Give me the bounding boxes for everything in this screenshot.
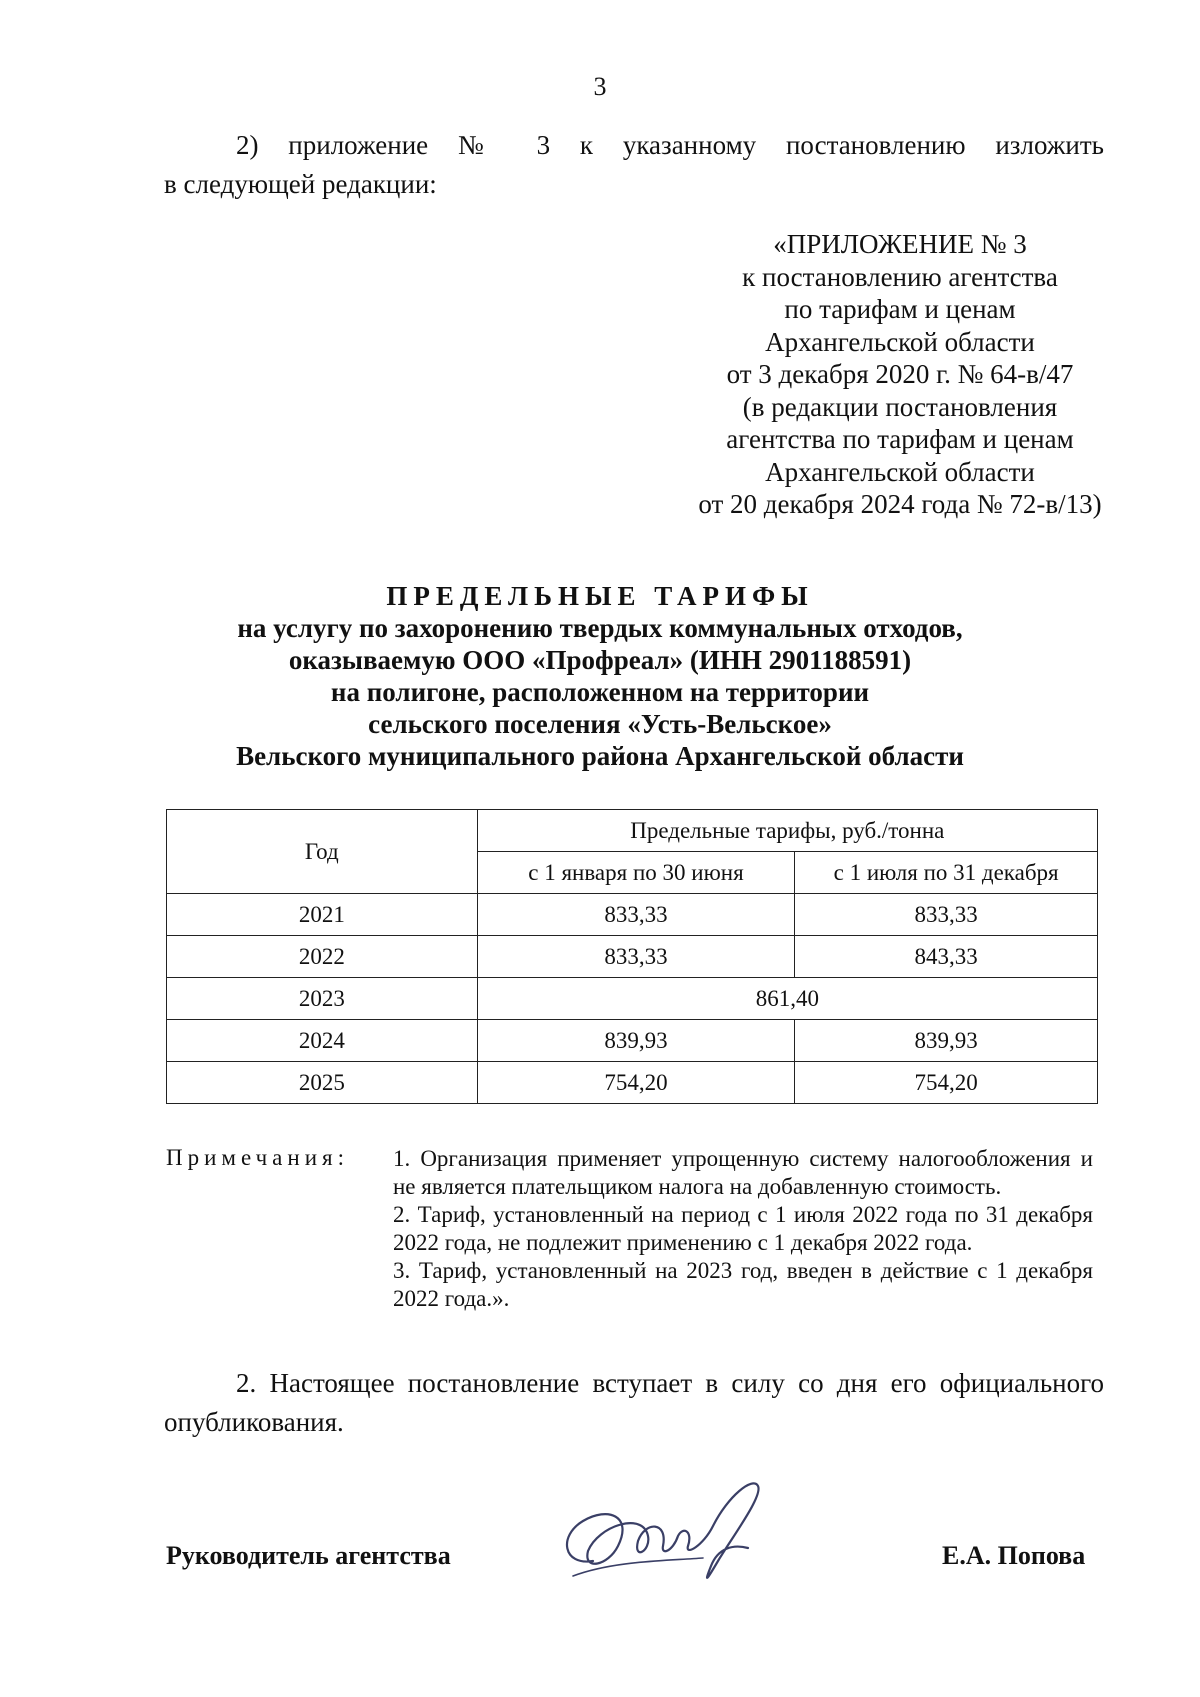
- document-title: [0, 580, 1200, 772]
- cell-year: 2024: [167, 1020, 478, 1062]
- appendix-line: «ПРИЛОЖЕНИЕ № 3: [773, 229, 1027, 259]
- cell-year: 2025: [167, 1062, 478, 1104]
- title-line: оказываемую ООО «Профреал» (ИНН 2901188591): [288, 645, 912, 675]
- cell-h2: 833,33: [795, 894, 1098, 936]
- cell-h2: 843,33: [795, 936, 1098, 978]
- paragraph-item-2: [164, 126, 1104, 204]
- appendix-line: по тарифам и ценам: [784, 294, 1016, 324]
- signatory-name: Е.А. Попова: [942, 1541, 1086, 1570]
- notes-list: [393, 1145, 1093, 1313]
- title-main: ПРЕДЕЛЬНЫЕ ТАРИФЫ: [386, 581, 814, 611]
- page-number: 3: [593, 72, 607, 101]
- appendix-line: от 3 декабря 2020 г. № 64-в/47: [726, 359, 1074, 389]
- signatory-position: Руководитель агентства: [166, 1541, 451, 1570]
- header-tariffs: Предельные тарифы, руб./тонна: [477, 810, 1097, 852]
- tariff-table: [166, 809, 1098, 1104]
- paragraph-line: 2) приложение № 3 к указанному постановлению изложить: [236, 130, 1104, 160]
- notes-label: Примечания:: [166, 1145, 349, 1170]
- title-line: сельского поселения «Усть-Вельское»: [368, 709, 832, 739]
- title-line: на услугу по захоронению твердых коммунальных отходов,: [237, 613, 963, 643]
- paragraph-line: 2. Настоящее постановление вступает в силу со дня его официального: [236, 1368, 1104, 1398]
- cell-full-year: 861,40: [477, 978, 1097, 1020]
- title-line: на полигоне, расположенном на территории: [330, 677, 870, 707]
- appendix-heading: [660, 228, 1140, 521]
- paragraph-line: в следующей редакции:: [164, 169, 437, 199]
- appendix-line: к постановлению агентства: [742, 261, 1058, 292]
- note-item: 2. Тариф, установленный на период с 1 июля 2022 года по 31 декабря 2022 года, не подлежит применению с 1 декабря 2022 года.: [393, 1202, 1093, 1255]
- table-header-row: [167, 810, 1098, 852]
- cell-h2: 754,20: [795, 1062, 1098, 1104]
- cell-year: 2023: [167, 978, 478, 1020]
- cell-h1: 833,33: [477, 894, 795, 936]
- cell-year: 2022: [167, 936, 478, 978]
- appendix-line: (в редакции постановления: [742, 391, 1058, 422]
- note-item: 3. Тариф, установленный на 2023 год, введен в действие с 1 декабря 2022 года.».: [393, 1258, 1093, 1311]
- cell-h1: 833,33: [477, 936, 795, 978]
- title-line: Вельского муниципального района Архангельской области: [236, 741, 964, 771]
- table-row: [167, 936, 1098, 978]
- paragraph-line: опубликования.: [164, 1407, 344, 1437]
- note-item: 1. Организация применяет упрощенную систему налогообложения и не является плательщиком налога на добавленную стоимость.: [393, 1146, 1093, 1199]
- header-period-1: с 1 января по 30 июня: [477, 852, 795, 894]
- table-row: [167, 1020, 1098, 1062]
- table-row: [167, 1062, 1098, 1104]
- appendix-line: от 20 декабря 2024 года № 72-в/13): [698, 489, 1102, 519]
- appendix-line: агентства по тарифам и ценам: [726, 424, 1074, 454]
- cell-h1: 839,93: [477, 1020, 795, 1062]
- appendix-line: Архангельской области: [765, 456, 1035, 487]
- header-year: Год: [167, 810, 478, 894]
- table-row: [167, 894, 1098, 936]
- cell-year: 2021: [167, 894, 478, 936]
- cell-h1: 754,20: [477, 1062, 795, 1104]
- appendix-line: Архангельской области: [765, 326, 1035, 357]
- header-period-2: с 1 июля по 31 декабря: [795, 852, 1098, 894]
- table-row: [167, 978, 1098, 1020]
- signature-image: [553, 1466, 803, 1596]
- cell-h2: 839,93: [795, 1020, 1098, 1062]
- paragraph-effective-date: [164, 1364, 1104, 1442]
